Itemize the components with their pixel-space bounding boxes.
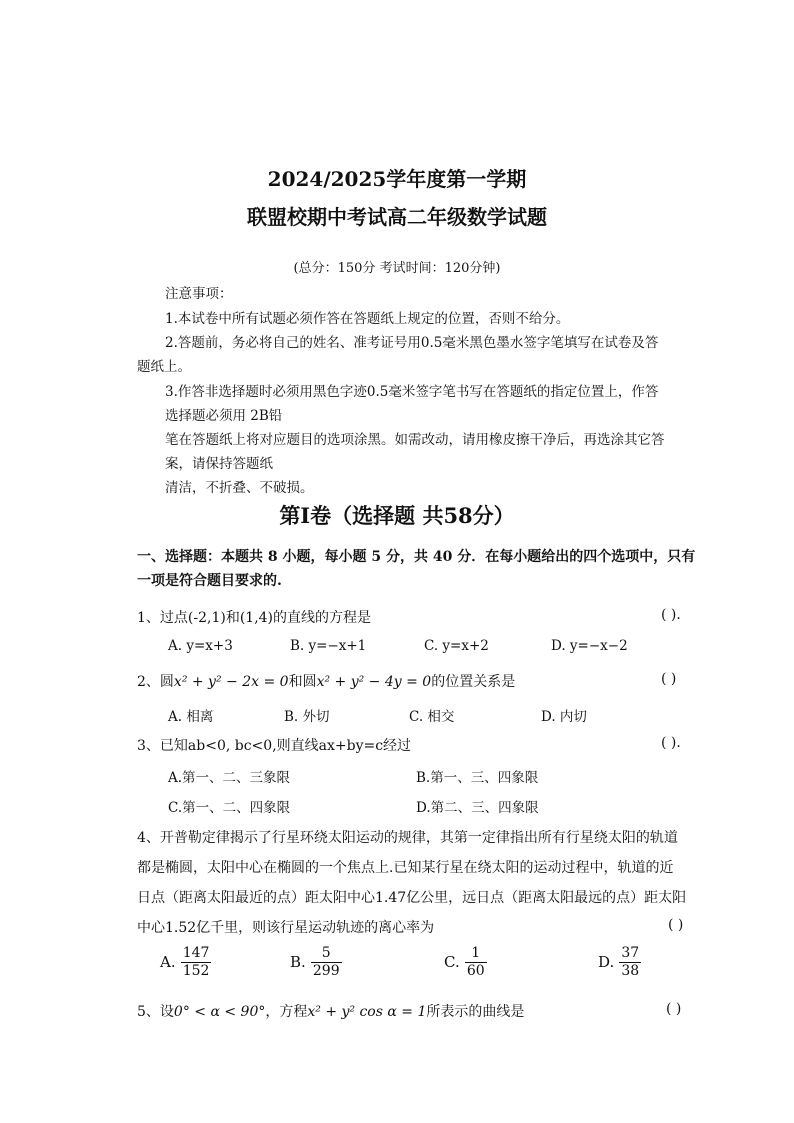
note-3-line4: 案，请保持答题纸 xyxy=(165,456,273,472)
question-4-option-a xyxy=(160,945,211,980)
question-2-stem xyxy=(137,671,515,691)
question-2-option-a: A. 相离 xyxy=(168,709,214,725)
option-c-fraction xyxy=(465,945,487,980)
question-5-equation: x² + y² cos α = 1 xyxy=(307,1004,427,1020)
question-1-option-c: C. y=x+2 xyxy=(424,638,489,654)
question-1-option-a: A. y=x+3 xyxy=(168,638,233,654)
question-1-option-d: D. y=−x−2 xyxy=(551,638,628,654)
question-2-equation-1: x² + y² − 2x = 0 xyxy=(173,674,289,690)
exam-meta: (总分：150分 考试时间：120分钟) xyxy=(293,261,501,276)
question-5-stem xyxy=(137,1001,524,1021)
question-4-option-b xyxy=(290,945,342,980)
notes-heading: 注意事项： xyxy=(165,286,233,302)
question-4-line4: 中心1.52亿千里，则该行星运动轨迹的离心率为 xyxy=(137,920,435,936)
question-2-prefix: 2、圆 xyxy=(137,674,174,690)
question-3-option-d: D.第二、三、四象限 xyxy=(416,800,539,816)
part-instructions-line2: 一项是符合题目要求的. xyxy=(137,573,282,589)
question-5-prefix: 5、设 xyxy=(137,1004,174,1020)
question-4-line3: 日点（距离太阳最近的点）距太阳中心1.47亿公里，远日点（距离太阳最远的点）距太阳 xyxy=(137,890,687,906)
question-5-answer-blank: ( ) xyxy=(666,1001,682,1017)
question-2-equation-2: x² + y² − 4y = 0 xyxy=(316,674,432,690)
option-b-fraction xyxy=(311,945,342,980)
question-4-option-d xyxy=(598,945,641,980)
option-c-numerator: 1 xyxy=(465,945,487,963)
question-3-option-b: B.第一、三、四象限 xyxy=(416,770,539,786)
option-a-denominator: 152 xyxy=(182,963,210,979)
question-3-option-c: C.第一、二、四象限 xyxy=(168,800,291,816)
exam-title-line1: 2024/2025学年度第一学期 xyxy=(267,167,527,191)
question-4-line1: 4、开普勒定律揭示了行星环绕太阳运动的规律，其第一定律指出所有行星绕太阳的轨道 xyxy=(137,830,678,846)
note-2-line1: 2.答题前，务必将自己的姓名、准考证号用0.5毫米黑色墨水签字笔填写在试卷及答 xyxy=(165,335,659,351)
question-4-line2: 都是椭圆，太阳中心在椭圆的一个焦点上.已知某行星在绕太阳的运动过程中，轨道的近 xyxy=(137,860,674,876)
question-2-option-c: C. 相交 xyxy=(409,709,455,725)
question-3-answer-blank: ( ). xyxy=(661,735,681,751)
question-3-option-a: A.第一、二、三象限 xyxy=(168,770,291,786)
note-1: 1.本试卷中所有试题必须作答在答题纸上规定的位置，否则不给分。 xyxy=(165,311,570,327)
option-d-denominator: 38 xyxy=(621,963,640,979)
option-a-label: A. xyxy=(160,953,176,971)
question-2-mid: 和圆 xyxy=(288,674,317,690)
question-4-option-c xyxy=(444,945,487,980)
option-d-fraction xyxy=(619,945,641,980)
question-4-answer-blank: ( ) xyxy=(668,917,684,933)
question-2-option-d: D. 内切 xyxy=(541,709,587,725)
question-5-condition: 0° < α < 90° xyxy=(173,1004,266,1020)
note-3-line2: 选择题必须用 2B铅 xyxy=(165,408,283,424)
note-2-line2: 题纸上。 xyxy=(137,359,191,375)
question-3-stem: 3、已知ab<0, bc<0,则直线ax+by=c经过 xyxy=(137,738,412,754)
option-b-label: B. xyxy=(290,953,306,971)
note-3-line5: 清洁，不折叠、不破损。 xyxy=(165,480,314,496)
question-2-suffix: 的位置关系是 xyxy=(431,674,516,690)
question-2-option-b: B. 外切 xyxy=(284,709,330,725)
question-5-mid: ，方程 xyxy=(265,1004,308,1020)
option-d-label: D. xyxy=(598,953,615,971)
option-c-denominator: 60 xyxy=(466,963,485,979)
note-3-line3: 笔在答题纸上将对应题目的选项涂黑。如需改动，请用橡皮擦干净后，再选涂其它答 xyxy=(165,432,665,448)
section-title: 第Ⅰ卷（选择题 共58分） xyxy=(279,503,515,528)
option-a-numerator: 147 xyxy=(182,945,210,961)
question-5-suffix: 所表示的曲线是 xyxy=(426,1004,525,1020)
option-d-numerator: 37 xyxy=(621,945,640,961)
part-instructions-line1: 一、选择题：本题共 8 小题，每小题 5 分，共 40 分．在每小题给出的四个选项中，只有 xyxy=(137,549,696,565)
option-b-denominator: 299 xyxy=(312,963,340,979)
question-1-option-b: B. y=−x+1 xyxy=(290,638,367,654)
note-3-line1: 3.作答非选择题时必须用黑色字迹0.5毫米签字笔书写在答题纸的指定位置上，作答 xyxy=(165,384,659,400)
option-c-label: C. xyxy=(444,953,460,971)
question-1-stem: 1、过点(-2,1)和(1,4)的直线的方程是 xyxy=(137,610,372,626)
exam-title-line2: 联盟校期中考试高二年级数学试题 xyxy=(247,205,547,229)
question-1-answer-blank: ( ). xyxy=(661,607,681,623)
option-a-fraction xyxy=(181,945,212,980)
option-b-numerator: 5 xyxy=(311,945,342,963)
question-2-answer-blank: ( ) xyxy=(661,671,677,687)
